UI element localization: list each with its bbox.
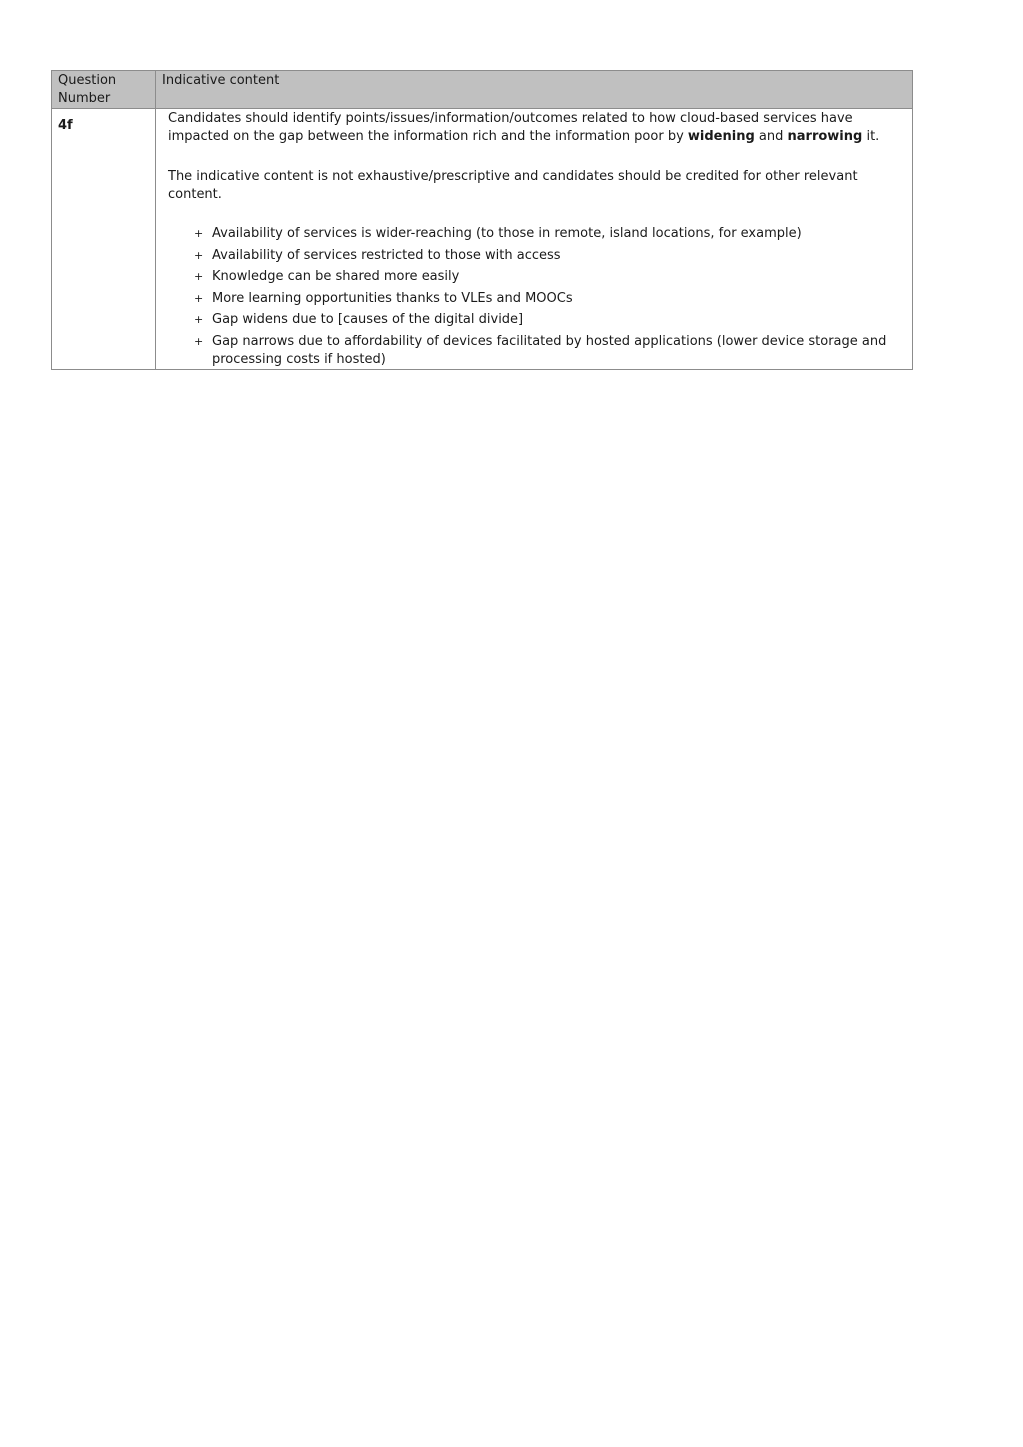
plus-bullet-icon: + xyxy=(194,291,204,305)
list-item xyxy=(168,268,900,286)
indicative-content-cell xyxy=(156,109,913,370)
list-item xyxy=(168,311,900,329)
intro-paragraph xyxy=(168,110,900,146)
plus-bullet-icon: + xyxy=(194,270,204,284)
list-item-text: Availability of services is wider-reaching (to those in remote, island locations, for example) xyxy=(212,226,802,241)
indicative-points-list xyxy=(168,225,900,369)
intro-text-mid: and xyxy=(754,129,788,144)
list-item-text: Gap widens due to [causes of the digital divide] xyxy=(212,312,524,328)
plus-bullet-icon: + xyxy=(194,334,204,348)
intro-bold-narrowing: narrowing xyxy=(787,129,863,144)
header-indicative-content: Indicative content xyxy=(156,71,913,109)
header-question-number xyxy=(52,71,156,109)
header-question-line2: Number xyxy=(58,91,111,106)
list-item xyxy=(168,333,900,369)
intro-text-before: Candidates should identify points/issues/information/outcomes related to how cloud-based services have impacted on the gap between the information rich and the information poor by xyxy=(168,111,853,144)
list-item xyxy=(168,225,900,243)
table-row xyxy=(52,109,913,370)
plus-bullet-icon: + xyxy=(194,313,204,327)
table-header-row xyxy=(52,71,913,109)
list-item-text: Knowledge can be shared more easily xyxy=(212,269,460,285)
header-question-line1: Question xyxy=(58,73,117,88)
intro-text-after: it. xyxy=(862,129,880,144)
list-item-text: More learning opportunities thanks to VLEs and MOOCs xyxy=(212,290,573,306)
question-number: 4f xyxy=(52,109,156,370)
list-item xyxy=(168,247,900,265)
credit-note: The indicative content is not exhaustive/prescriptive and candidates should be credited for other relevant content. xyxy=(168,169,858,202)
plus-bullet-icon: + xyxy=(194,248,204,262)
plus-bullet-icon: + xyxy=(194,227,204,240)
list-item-text: Availability of services restricted to those with access xyxy=(212,247,561,263)
intro-bold-widening: widening xyxy=(687,129,755,144)
list-item-text: Gap narrows due to affordability of devices facilitated by hosted applications (lower device storage and processing costs if hosted) xyxy=(212,333,887,367)
list-item xyxy=(168,290,900,308)
mark-scheme-table xyxy=(51,70,913,370)
